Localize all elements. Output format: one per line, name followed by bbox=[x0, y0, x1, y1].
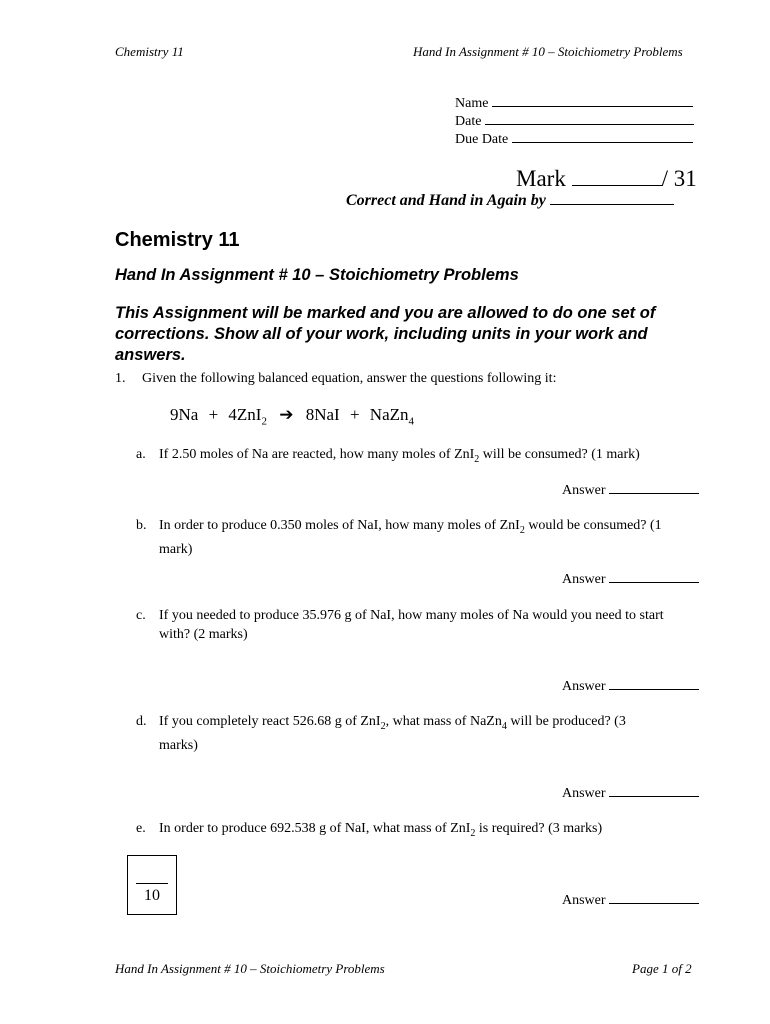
mark-label: Mark bbox=[516, 166, 566, 191]
name-line bbox=[492, 94, 693, 107]
due-date-field[interactable] bbox=[455, 130, 693, 148]
eq-plus-1: + bbox=[208, 405, 219, 424]
correct-row bbox=[346, 191, 674, 210]
part-text: If you completely react 526.68 g of ZnI$_2$, what mass of NaZn$_4$ will be produced? (3 marks) bbox=[159, 714, 626, 753]
due-date-line bbox=[512, 130, 693, 143]
question-part-c bbox=[136, 606, 681, 644]
name-label: Name bbox=[455, 96, 489, 111]
eq-reactant-1: 9Na bbox=[170, 405, 199, 424]
question-number: 1. bbox=[115, 371, 126, 386]
footer-page-number: Page 1 of 2 bbox=[632, 961, 692, 976]
chemical-equation bbox=[170, 405, 414, 427]
answer-label: Answer bbox=[562, 786, 606, 801]
date-line bbox=[485, 112, 694, 125]
due-date-label: Due Date bbox=[455, 132, 509, 147]
answer-line bbox=[609, 784, 699, 797]
part-text: If 2.50 moles of Na are reacted, how many moles of ZnI$_2$ will be consumed? (1 mark) bbox=[159, 447, 640, 465]
part-letter: d. bbox=[136, 714, 147, 729]
eq-plus-2: + bbox=[349, 405, 360, 424]
eq-reactant-2-formula: 4ZnI bbox=[228, 405, 262, 424]
eq-product-2 bbox=[369, 405, 415, 428]
header-right: Hand In Assignment # 10 – Stoichiometry Problems bbox=[413, 44, 683, 59]
answer-line bbox=[609, 481, 699, 494]
mark-line[interactable] bbox=[572, 167, 662, 186]
answer-field-a[interactable] bbox=[562, 481, 699, 499]
eq-reactant-2 bbox=[228, 405, 267, 428]
date-label: Date bbox=[455, 114, 482, 129]
answer-line bbox=[609, 570, 699, 583]
part-text: In order to produce 692.538 g of NaI, what mass of ZnI$_2$ is required? (3 marks) bbox=[159, 821, 603, 839]
score-value: 10 bbox=[144, 887, 160, 904]
eq-product-1: 8NaI bbox=[305, 405, 340, 424]
answer-label: Answer bbox=[562, 679, 606, 694]
answer-field-e[interactable] bbox=[562, 891, 699, 909]
answer-field-d[interactable] bbox=[562, 784, 699, 802]
correct-label: Correct and Hand in Again by bbox=[346, 192, 546, 209]
answer-field-c[interactable] bbox=[562, 677, 699, 695]
instructions: This Assignment will be marked and you are allowed to do one set of corrections. Show all of your work, including units in your work and answers. bbox=[115, 304, 656, 364]
part-letter: c. bbox=[136, 608, 146, 623]
eq-product-2-sub: 4 bbox=[408, 415, 415, 428]
question-part-d bbox=[136, 712, 666, 755]
score-line bbox=[136, 883, 168, 884]
score-box[interactable] bbox=[127, 855, 177, 915]
question-part-a bbox=[136, 445, 696, 469]
correct-line[interactable] bbox=[550, 191, 674, 205]
answer-field-b[interactable] bbox=[562, 570, 699, 588]
header-left: Chemistry 11 bbox=[115, 44, 184, 59]
eq-product-2-formula: NaZn bbox=[369, 405, 409, 424]
answer-label: Answer bbox=[562, 572, 606, 587]
question-part-b bbox=[136, 516, 696, 559]
part-text: In order to produce 0.350 moles of NaI, how many moles of ZnI$_2$ would be consumed? (1 mark) bbox=[159, 518, 662, 557]
arrow-icon: ➔ bbox=[279, 405, 294, 424]
name-field[interactable] bbox=[455, 94, 693, 112]
page-title: Chemistry 11 bbox=[115, 229, 240, 251]
mark-row bbox=[516, 166, 697, 192]
question-part-e bbox=[136, 819, 696, 843]
date-field[interactable] bbox=[455, 112, 694, 130]
answer-label: Answer bbox=[562, 893, 606, 908]
part-text: If you needed to produce 35.976 g of NaI, how many moles of Na would you need to start with? (2 marks) bbox=[159, 608, 664, 642]
mark-total: / 31 bbox=[661, 166, 697, 191]
part-letter: a. bbox=[136, 447, 146, 462]
answer-line bbox=[609, 891, 699, 904]
answer-line bbox=[609, 677, 699, 690]
footer-left: Hand In Assignment # 10 – Stoichiometry Problems bbox=[115, 961, 385, 976]
answer-label: Answer bbox=[562, 483, 606, 498]
part-letter: b. bbox=[136, 518, 147, 533]
eq-reactant-2-sub: 2 bbox=[261, 415, 267, 428]
part-letter: e. bbox=[136, 821, 146, 836]
question-text: Given the following balanced equation, answer the questions following it: bbox=[142, 371, 557, 386]
assignment-subtitle: Hand In Assignment # 10 – Stoichiometry Problems bbox=[115, 266, 519, 284]
